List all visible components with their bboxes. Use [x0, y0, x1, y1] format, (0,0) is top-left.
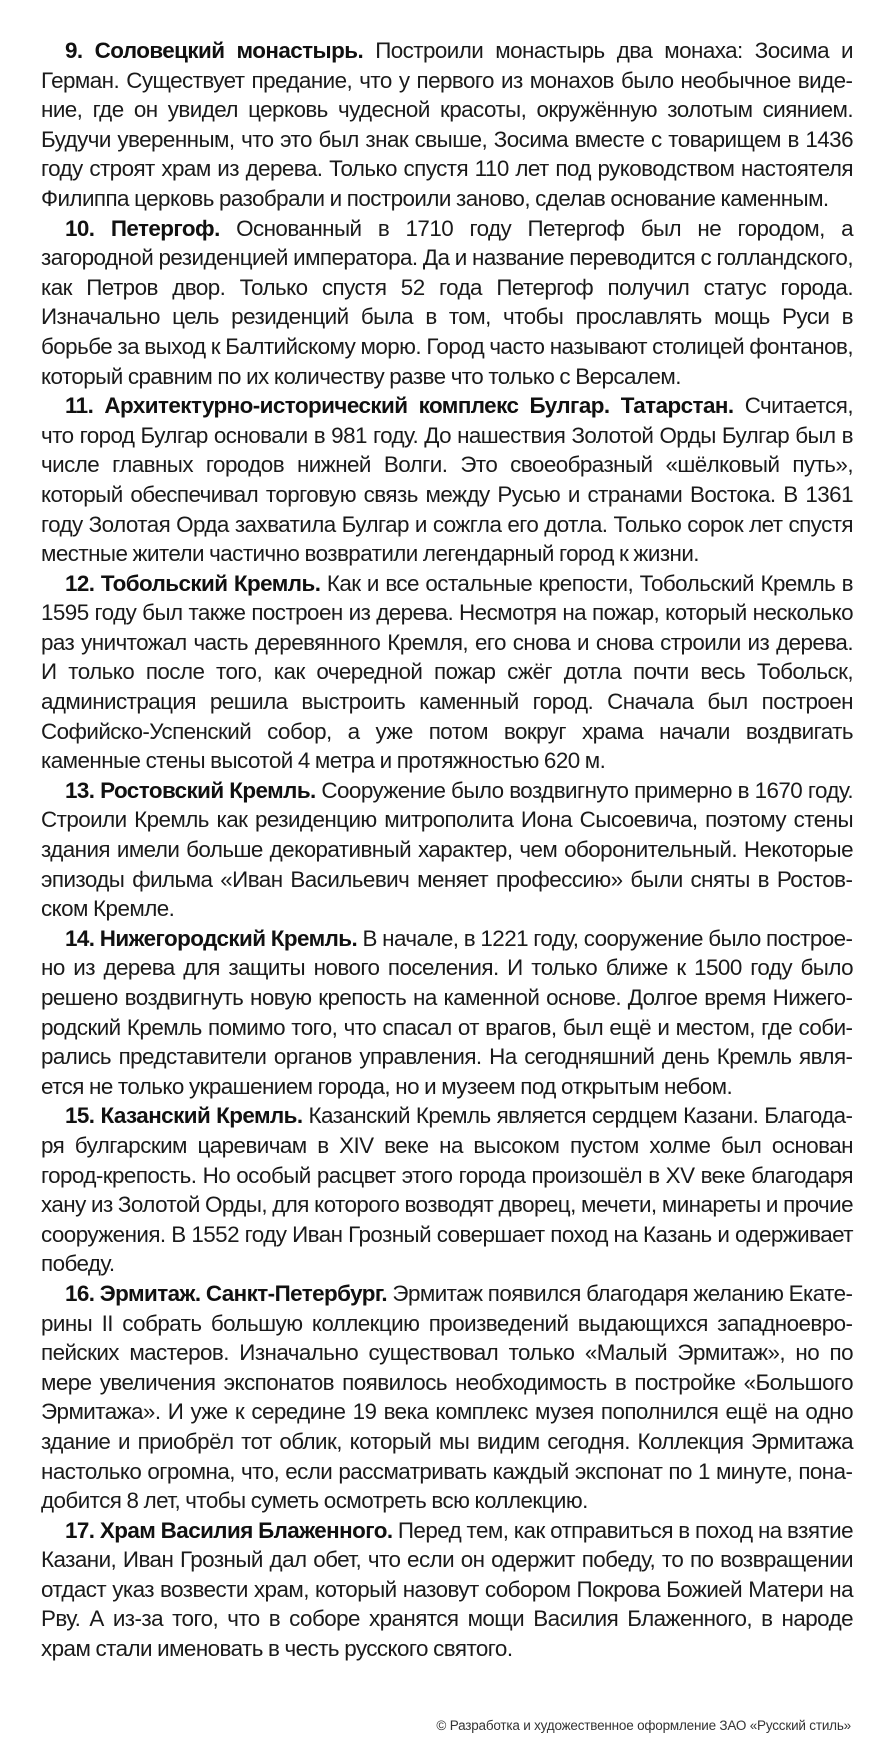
entry-title: 11. Архитектурно-исторический комплекс Булгар. Татарстан.: [65, 393, 734, 419]
entry-tobolsk-kremlin: [41, 569, 853, 776]
entry-solovetsky-monastery: [41, 36, 853, 214]
entry-text: Эрмитаж появился благодаря желанию Екатерины II собрать большую коллекцию произведений выдающихся западноевропейских мастеров. Изначально существовал только «Малый Эрмитаж», но по мере увеличения экспонатов появилось необходимость в постройке «Большого Эрмитажа». И уже к середине 19 века комплекс музея пополнился ещё на одно здание и приобрёл тот облик, который мы видим сегодня. Коллекция Эрмитажа настолько огромна, что, если рассматривать каждый экспонат по 1 минуте, понадобится 8 лет, чтобы суметь осмотреть всю коллекцию.: [41, 1280, 854, 1514]
article-body: [41, 36, 853, 1664]
entry-nizhny-novgorod-kremlin: [41, 924, 853, 1102]
entry-title: 10. Петергоф.: [65, 215, 220, 241]
entry-text: Казанский Кремль является сердцем Казани. Благодаря булгарским царевичам в XIV веке на высоком пустом холме был основан город-крепость. Но особый расцвет этого города произошёл в XV веке благодаря хану из Золотой Орды, для которого возводят дворец, мечети, минареты и прочие сооружения. В 1552 году Иван Грозный совершает поход на Казань и одерживает победу.: [41, 1103, 853, 1277]
entry-text: Построили монастырь два монаха: Зосима и Герман. Существует предание, что у первого из монахов было необычное видение, где он увидел церковь чудесной красоты, окружённую золотым сиянием. Будучи уверенным, что это был знак свыше, Зосима вместе с товарищем в 1436 году строят храм из дерева. Только спустя 110 лет под руководством настоятеля Филиппа церковь разобрали и построили заново, сделав основание каменным.: [41, 38, 854, 211]
entry-kazan-kremlin: [41, 1101, 853, 1279]
entry-title: 13. Ростовский Кремль.: [65, 777, 316, 803]
entry-bulgar-complex: [41, 391, 853, 569]
entry-title: 17. Храм Василия Блаженного.: [65, 1517, 393, 1543]
entry-text: Как и все остальные крепости, Тобольский Кремль в 1595 году был также построен из дерева. Несмотря на пожар, который несколько раз уничтожал часть деревянного Кремля, его снова и снова строили из дерева. И только после того, как очередной пожар сжёг дотла почти весь Тобольск, администрация решила выстроить каменный город. Сначала был построен Софийско-Успенский собор, а уже потом вокруг храма начали воздвигать каменные стены высотой 4 метра и протяжностью 620 м.: [41, 570, 854, 774]
entry-title: 12. Тобольский Кремль.: [65, 570, 321, 596]
entry-title: 9. Соловецкий монастырь.: [65, 38, 364, 63]
entry-text: Перед тем, как отправиться в поход на взятие Казани, Иван Грозный дал обет, что если он одержит победу, то по возвращении отдаст указ возвести храм, который назовут собором Покрова Божией Матери на Рву. А из-за того, что в соборе хранятся мощи Василия Блаженного, в народе храм стали именовать в честь русского святого.: [41, 1517, 853, 1662]
entry-text: Основанный в 1710 году Петергоф был не городом, а загородной резиденцией императора. Да и название переводится с голландского, как Петров двор. Только спустя 52 года Петергоф получил статус города. Изначально цель резиденций была в том, чтобы прославлять мощь Руси в борьбе за выход к Балтийскому морю. Город часто называют столицей фонтанов, который сравним по их количеству разве что только с Версалем.: [41, 215, 853, 389]
entry-title: 15. Казанский Кремль.: [65, 1103, 303, 1129]
entry-rostov-kremlin: [41, 776, 853, 924]
entry-title: 16. Эрмитаж. Санкт-Петербург.: [65, 1280, 388, 1306]
entry-hermitage: [41, 1279, 853, 1516]
entry-peterhof: [41, 214, 853, 392]
entry-title: 14. Нижегородский Кремль.: [65, 925, 358, 951]
entry-text: В начале, в 1221 году, сооружение было построено из дерева для защиты нового поселения. И только ближе к 1500 году было решено воздвигнуть новую крепость на каменной основе. Долгое время Нижегородский Кремль помимо того, что спасал от врагов, был ещё и местом, где собирались представители органов управления. На сегодняшний день Кремль является не только украшением города, но и музеем под открытым небом.: [41, 925, 854, 1099]
entry-text: Считается, что город Булгар основали в 981 году. До нашествия Золотой Орды Булгар был в числе главных городов нижней Волги. Это своеобразный «шёлковый путь», который обеспечивал торговую связь между Русью и странами Востока. В 1361 году Золотая Орда захватила Булгар и сожгла его дотла. Только сорок лет спустя местные жители частично возвратили легендарный город к жизни.: [41, 393, 853, 567]
copyright-footer: © Разработка и художественное оформление ЗАО «Русский стиль»: [436, 1718, 851, 1733]
entry-text: Сооружение было воздвигнуто примерно в 1670 году. Строили Кремль как резиденцию митрополита Иона Сысоевича, поэтому стены здания имели больше декоративный характер, чем оборонительный. Некоторые эпизоды фильма «Иван Васильевич меняет профессию» были сняты в Ростовском Кремле.: [41, 777, 854, 922]
entry-st-basils-cathedral: [41, 1516, 853, 1664]
